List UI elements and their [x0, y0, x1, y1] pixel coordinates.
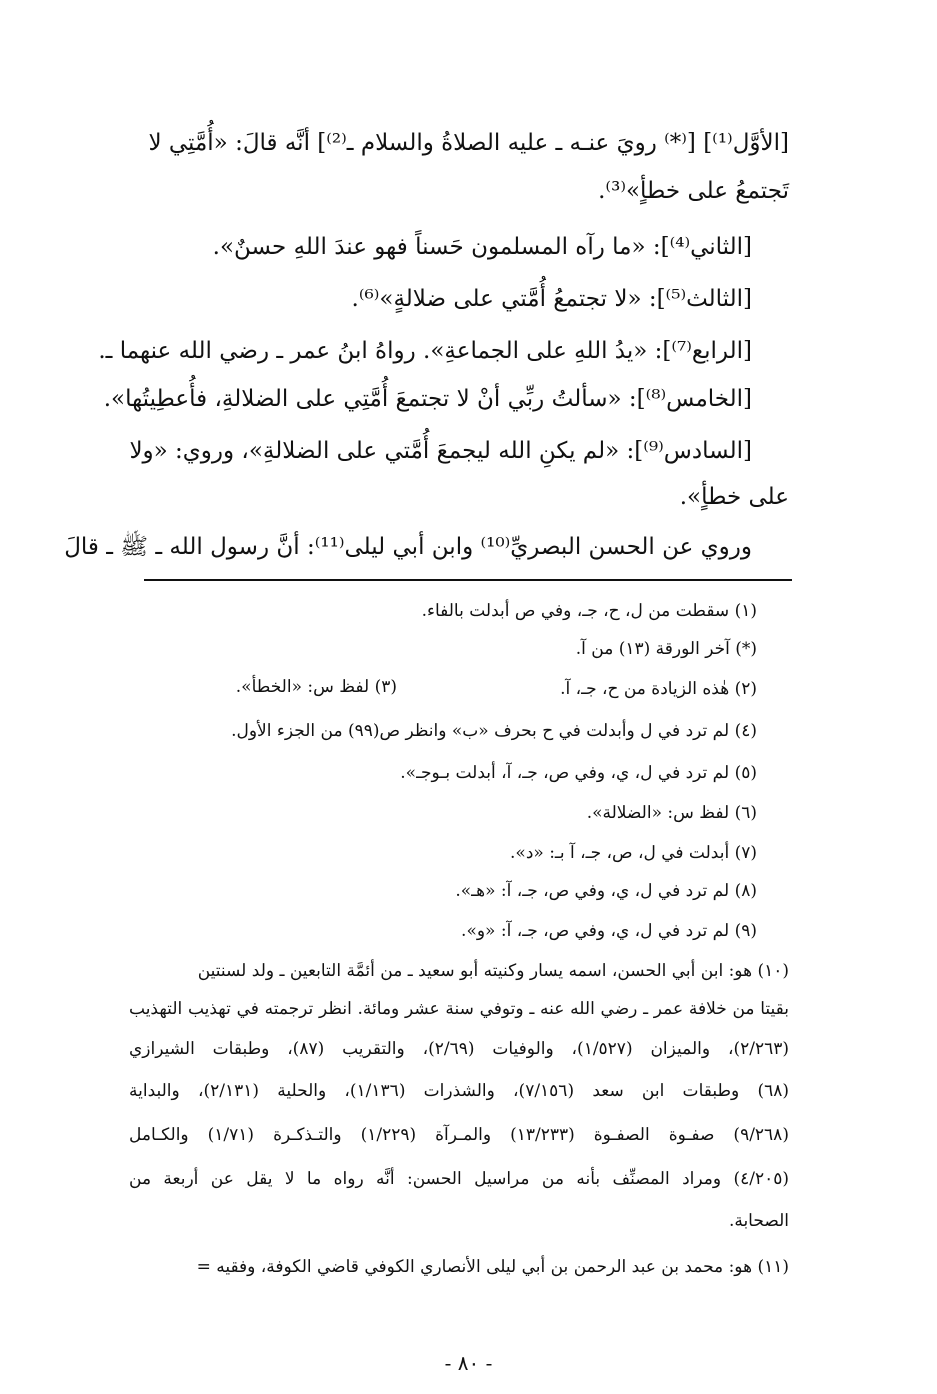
footnote-9: (٩) لم ترد في ل، ي، وفي ص، جـ، آ: «و».	[461, 921, 757, 941]
footnote-10-line-7: الصحابة.	[728, 1211, 789, 1231]
footnote-6: (٦) لفظ س: «الضلالة».	[586, 803, 757, 823]
footnote-3: (٣) لفظ س: «الخطأ».	[235, 677, 397, 697]
footnote-separator	[144, 579, 792, 581]
page-number: - ٨٠ -	[444, 1351, 493, 1375]
footnote-10-line-1: (١٠) هو: ابن أبي الحسن، اسمه يسار وكنيته أبو سعيد ـ من أئمَّة التابعين ـ ولد لسنتين	[197, 961, 789, 981]
main-text-line-2: تَجتمعُ على خطأٍ»⁽³⁾.	[598, 178, 789, 204]
main-text-line-4: [الثالث⁽⁵⁾]: «لا تجتمعُ أُمَّتي على ضلالةٍ»⁽⁶⁾.	[351, 286, 752, 312]
main-text-line-8: على خطأٍ».	[679, 484, 789, 510]
footnote-10-line-5: (٩/٢٦٨) صفـوة الصفـوة (١٣/٢٣٣) والمـرآة (١/٢٢٩) والتـذكـرة (١/٧١) والكـامل	[129, 1125, 789, 1145]
main-text-line-5: [الرابع⁽⁷⁾]: «يدُ اللهِ على الجماعةِ». رواهُ ابنُ عمر ـ رضي الله عنهما ـ.	[98, 338, 752, 364]
footnote-4: (٤) لم ترد في ل وأبدلت في ح بحرف «ب» وانظر ص(٩٩) من الجزء الأول.	[231, 721, 757, 741]
footnote-2: (٢) هٰذه الزيادة من ح، جـ، آ.	[560, 679, 757, 699]
footnote-10-line-6: (٤/٢٠٥) ومراد المصنِّف بأنه من مراسيل الحسن: أنَّه رواه ما لا يقل عن أربعة من	[129, 1169, 789, 1189]
footnote-5: (٥) لم ترد في ل، ي، وفي ص، جـ، آ، أبدلت بـوجـ».	[400, 763, 757, 783]
footnote-8: (٨) لم ترد في ل، ي، وفي ص، جـ، آ: «هـ».	[455, 881, 757, 901]
footnote-11: (١١) هو: محمد بن عبد الرحمن بن أبي ليلى الأنصاري الكوفي قاضي الكوفة، وفقيه =	[196, 1257, 789, 1277]
footnote-7: (٧) أبدلت في ل، ص، جـ، آ بـ: «د».	[510, 843, 757, 863]
footnote-star: (*) آخر الورقة (١٣) من آ.	[575, 639, 757, 659]
main-text-line-3: [الثاني⁽⁴⁾]: «ما رآه المسلمون حَسناً فهو عندَ اللهِ حسنٌ».	[212, 234, 752, 260]
footnote-1: (١) سقطت من ل، ح، جـ، وفي ص أبدلت بالفاء.	[421, 601, 757, 621]
main-text-line-6: [الخامس⁽⁸⁾]: «سألتُ ربِّي أنْ لا تجتمعَ أُمَّتِي على الضلالةِ، فأُعطِيتُها».	[103, 386, 752, 412]
main-text-line-1: [الأوَّل⁽¹⁾] [⁽*⁾ رويَ عنـه ـ عليه الصلاةُ والسلام ـ⁽²⁾] أنَّه قالَ: «أُمَّتِي لا	[148, 130, 789, 156]
main-text-line-7: [السادس⁽⁹⁾]: «لم يكنِ الله ليجمعَ أُمَّتي على الضلالةِ»، وروي: «ولا	[129, 438, 752, 464]
footnote-10-line-2: بقيتا من خلافة عمر ـ رضي الله عنه ـ وتوفي سنة عشر ومائة. انظر ترجمته في تهذيب التهذيب	[129, 999, 789, 1019]
footnote-10-line-4: (٦٨) وطبقات ابن سعد (٧/١٥٦)، والشذرات (١/١٣٦)، والحلية (٢/١٣١)، والبداية	[129, 1081, 789, 1101]
footnote-10-line-3: (٢/٢٦٣)، والميزان (١/٥٢٧)، والوفيات (٢/٦٩)، والتقريب (٨٧)، وطبقات الشيرازي	[129, 1039, 789, 1059]
main-text-line-9: وروي عن الحسن البصريِّ⁽¹⁰⁾ وابن أبي ليلى⁽¹¹⁾: أنَّ رسول الله ـ ﷺ ـ قالَ	[64, 534, 752, 560]
